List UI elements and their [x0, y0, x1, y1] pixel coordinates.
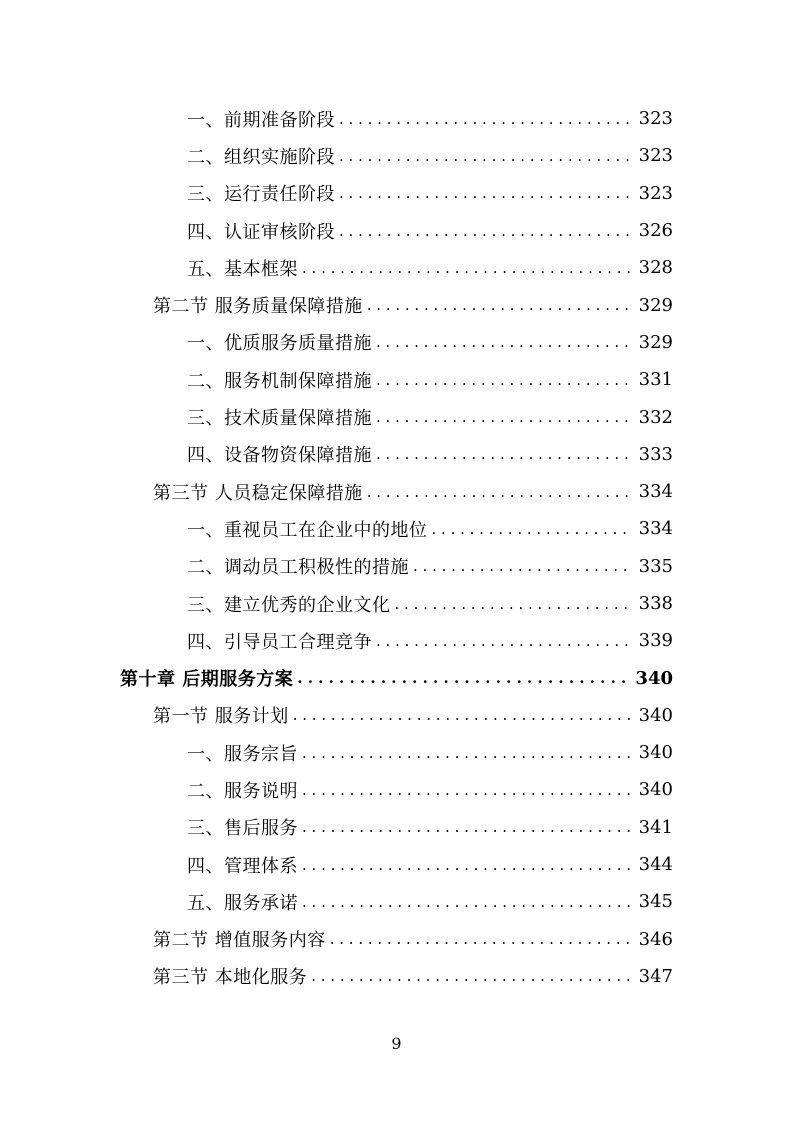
toc-entry[interactable] [0, 137, 793, 174]
toc-entry-label: 一、重视员工在企业中的地位 [187, 519, 428, 541]
toc-entry-page: 340 [638, 742, 673, 764]
toc-entry[interactable] [0, 846, 793, 883]
toc-entry[interactable] [0, 286, 793, 323]
toc-dot-leader [339, 222, 633, 240]
toc-dot-leader [302, 818, 633, 836]
toc-entry-label: 四、引导员工合理竞争 [187, 631, 372, 653]
toc-dot-leader [297, 669, 629, 687]
toc-entry-label: 第一节 服务计划 [153, 706, 289, 728]
toc-entry[interactable] [0, 622, 793, 659]
toc-dot-leader [367, 483, 633, 501]
toc-entry[interactable] [0, 361, 793, 398]
toc-entry-page: 333 [638, 443, 673, 465]
toc-entry[interactable] [0, 809, 793, 846]
toc-entry-label: 第三节 本地化服务 [153, 967, 308, 989]
toc-entry-page: 345 [638, 891, 673, 913]
toc-dot-leader [432, 520, 633, 538]
toc-entry-label: 第二节 服务质量保障措施 [153, 296, 363, 318]
toc-dot-leader [302, 893, 633, 911]
toc-dot-leader [376, 408, 633, 426]
toc-entry[interactable] [0, 771, 793, 808]
toc-entry[interactable] [0, 175, 793, 212]
toc-entry[interactable] [0, 883, 793, 920]
toc-entry-page: 335 [638, 555, 673, 577]
toc-chapter-entry[interactable] [0, 659, 793, 696]
toc-dot-leader [376, 371, 633, 389]
toc-entry-page: 329 [638, 331, 673, 353]
toc-entry-page: 339 [638, 630, 673, 652]
toc-dot-leader [339, 184, 633, 202]
toc-dot-leader [367, 296, 633, 314]
toc-entry[interactable] [0, 249, 793, 286]
toc-entry[interactable] [0, 585, 793, 622]
table-of-contents [0, 100, 793, 995]
toc-dot-leader [302, 856, 633, 874]
toc-entry-label: 二、服务说明 [187, 780, 298, 802]
toc-dot-leader [302, 744, 633, 762]
toc-dot-leader [339, 147, 633, 165]
toc-entry[interactable] [0, 212, 793, 249]
toc-entry-label: 一、前期准备阶段 [187, 109, 335, 131]
toc-entry-page: 329 [638, 294, 673, 316]
toc-entry-label: 二、调动员工积极性的措施 [187, 557, 409, 579]
toc-entry-page: 340 [635, 667, 673, 689]
toc-entry[interactable] [0, 958, 793, 995]
toc-entry-label: 四、设备物资保障措施 [187, 445, 372, 467]
toc-entry[interactable] [0, 398, 793, 435]
toc-entry-page: 332 [638, 406, 673, 428]
toc-entry-label: 第十章 后期服务方案 [120, 669, 294, 691]
page-number: 9 [391, 1034, 402, 1053]
toc-entry-page: 347 [638, 965, 673, 987]
toc-entry-label: 第二节 增值服务内容 [153, 930, 326, 952]
toc-entry-label: 一、服务宗旨 [187, 743, 298, 765]
toc-entry-page: 340 [638, 779, 673, 801]
toc-entry-page: 323 [638, 182, 673, 204]
toc-dot-leader [339, 110, 633, 128]
toc-entry-page: 344 [638, 854, 673, 876]
toc-entry-page: 326 [638, 220, 673, 242]
toc-dot-leader [395, 595, 633, 613]
toc-entry-page: 346 [638, 928, 673, 950]
toc-entry[interactable] [0, 436, 793, 473]
toc-entry-label: 三、技术质量保障措施 [187, 408, 372, 430]
toc-entry-label: 一、优质服务质量措施 [187, 333, 372, 355]
toc-entry-page: 323 [638, 108, 673, 130]
toc-entry[interactable] [0, 473, 793, 510]
toc-entry-label: 二、服务机制保障措施 [187, 370, 372, 392]
toc-entry-label: 第三节 人员稳定保障措施 [153, 482, 363, 504]
toc-entry-label: 五、基本框架 [187, 258, 298, 280]
toc-entry[interactable] [0, 510, 793, 547]
toc-entry-label: 三、运行责任阶段 [187, 184, 335, 206]
toc-entry-page: 338 [638, 593, 673, 614]
toc-dot-leader [302, 259, 633, 277]
toc-entry[interactable] [0, 100, 793, 137]
toc-entry-page: 334 [638, 481, 673, 503]
toc-entry-label: 五、服务承诺 [187, 892, 298, 914]
toc-entry-label: 三、建立优秀的企业文化 [187, 594, 391, 616]
toc-dot-leader [330, 930, 633, 948]
toc-dot-leader [311, 967, 632, 985]
toc-entry-page: 331 [638, 369, 673, 391]
toc-entry[interactable] [0, 697, 793, 734]
toc-entry-label: 二、组织实施阶段 [187, 146, 335, 168]
toc-entry-page: 334 [638, 518, 673, 540]
toc-entry-page: 340 [638, 704, 673, 726]
toc-entry[interactable] [0, 324, 793, 361]
toc-dot-leader [293, 706, 633, 724]
toc-dot-leader [302, 781, 633, 799]
toc-entry-page: 341 [638, 816, 673, 838]
toc-entry[interactable] [0, 921, 793, 958]
toc-entry-label: 四、管理体系 [187, 855, 298, 877]
toc-entry[interactable] [0, 548, 793, 585]
toc-dot-leader [413, 557, 633, 575]
toc-entry-label: 四、认证审核阶段 [187, 221, 335, 243]
toc-dot-leader [376, 445, 633, 463]
toc-entry-page: 328 [638, 257, 673, 279]
toc-entry[interactable] [0, 734, 793, 771]
toc-entry-label: 三、售后服务 [187, 818, 298, 840]
toc-entry-page: 323 [638, 145, 673, 167]
toc-dot-leader [376, 632, 633, 650]
toc-dot-leader [376, 333, 633, 351]
